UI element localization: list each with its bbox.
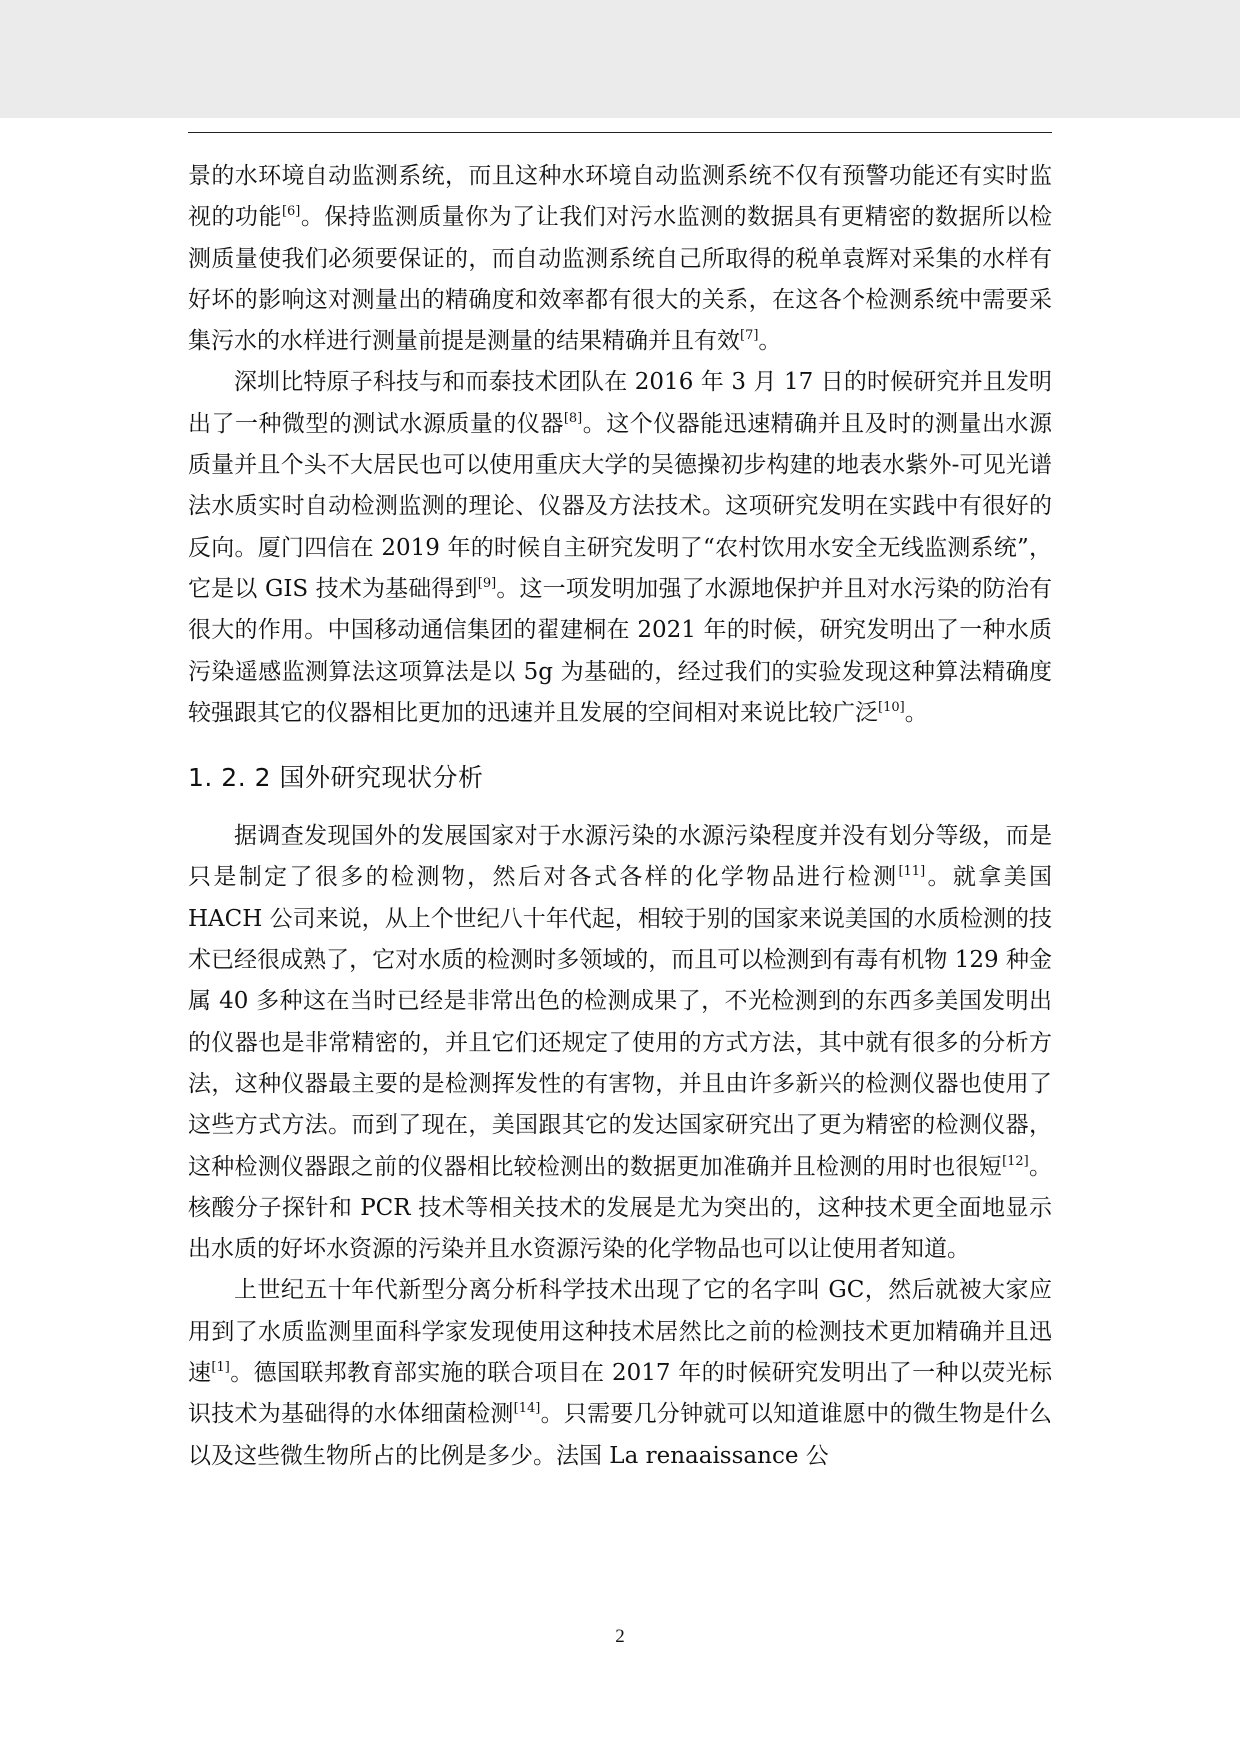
citation-marker: [1] [211,1360,230,1376]
header-rule [188,132,1052,133]
citation-marker: [6] [281,204,301,220]
paragraph-group-top [188,156,1052,734]
paragraph-text: 。这个仪器能迅速精确并且及时的测量出水源质量并且个头不大居民也可以使用重庆大学的吴德操初步构建的地表水紫外-可见光谱法水质实时自动检测监测的理论、仪器及方法技术。这项研究发明在实践中有很好的反向。厦门四信在 2019 年的时候自主研究发明了“农村饮用水安全无线监测系统”，它是以 GIS 技术为基础得到 [188,410,1052,602]
paragraph-group-bottom [188,816,1052,1477]
paragraph-text: 。只需要几分钟就可以知道谁愿中的微生物是什么以及这些微生物所占的比例是多少。法国 La renaaissance 公 [188,1401,1053,1469]
paragraph-text: 深圳比特原子科技与和而泰技术团队在 2016 年 3 月 17 日的时候研究并且发明出了一种微型的测试水源质量的仪器 [188,369,1052,437]
paragraph-text: 。保持监测质量你为了让我们对污水监测的数据具有更精密的数据所以检测质量使我们必须要保证的，而自动监测系统自己所取得的税单袁辉对采集的水样有好坏的影响这对测量出的精确度和效率都有很大的关系，在这各个检测系统中需要采集污水的水样进行测量前提是测量的结果精确并且有效 [188,204,1052,355]
page-number: 2 [615,1626,625,1647]
paragraph [188,156,1052,362]
section-heading: 1. 2. 2 国外研究现状分析 [188,763,484,793]
citation-marker: [14] [513,1401,541,1417]
paragraph-text: 。这一项发明加强了水源地保护并且对水污染的防治有很大的作用。中国移动通信集团的翟建桐在 2021 年的时候，研究发明出了一种水质污染遥感监测算法这项算法是以 5g 为基础的，经过我们的实验发现这种算法精确度较强跟其它的仪器相比更加的迅速并且发展的空间相对来说比较广泛 [188,575,1052,726]
paragraph [188,362,1052,734]
citation-marker: [8] [563,410,583,426]
paragraph-text: 。核酸分子探针和 PCR 技术等相关技术的发展是尤为突出的，这种技术更全面地显示出水质的好坏水资源的污染并且水资源污染的化学物品也可以让使用者知道。 [188,1153,1053,1263]
body-text [188,156,1052,1477]
paragraph-text: 景的水环境自动监测系统，而且这种水环境自动监测系统不仅有预警功能还有实时监视的功能 [188,163,1052,231]
citation-marker: [10] [878,699,905,715]
citation-marker: [9] [477,575,497,591]
citation-marker: [12] [1002,1153,1029,1169]
citation-marker: [11] [898,864,926,880]
paragraph-text: 据调查发现国外的发展国家对于水源污染的水源污染程度并没有划分等级，而是只是制定了很多的检测物，然后对各式各样的化学物品进行检测 [188,823,1052,891]
paragraph-text: 。 [904,699,928,726]
paragraph-text: 。德国联邦教育部实施的联合项目在 2017 年的时候研究发明出了一种以荧光标识技术为基础得的水体细菌检测 [188,1360,1053,1428]
document-page [0,118,1240,1754]
paragraph-text: 。就拿美国 HACH 公司来说，从上个世纪八十年代起，相较于别的国家来说美国的水质检测的技术已经很成熟了，它对水质的检测时多领域的，而且可以检测到有毒有机物 129 种金属 40 多种这在当时已经是非常出色的检测成果了，不光检测到的东西多美国发明出的仪器也是非常精密的，并且它们还规定了使用的方式方法，其中就有很多的分析方法，这种仪器最主要的是检测挥发性的有害物，并且由许多新兴的检测仪器也使用了这些方式方法。而到了现在，美国跟其它的发达国家研究出了更为精密的检测仪器，这种检测仪器跟之前的仪器相比较检测出的数据更加准确并且检测的用时也很短 [188,864,1053,1180]
paragraph [188,1270,1052,1476]
citation-marker: [7] [740,328,759,344]
paragraph-text: 。 [758,328,782,355]
paragraph-text: 上世纪五十年代新型分离分析科学技术出现了它的名字叫 GC，然后就被大家应用到了水质监测里面科学家发现使用这种技术居然比之前的检测技术更加精确并且迅速 [188,1277,1052,1387]
paragraph [188,816,1052,1270]
